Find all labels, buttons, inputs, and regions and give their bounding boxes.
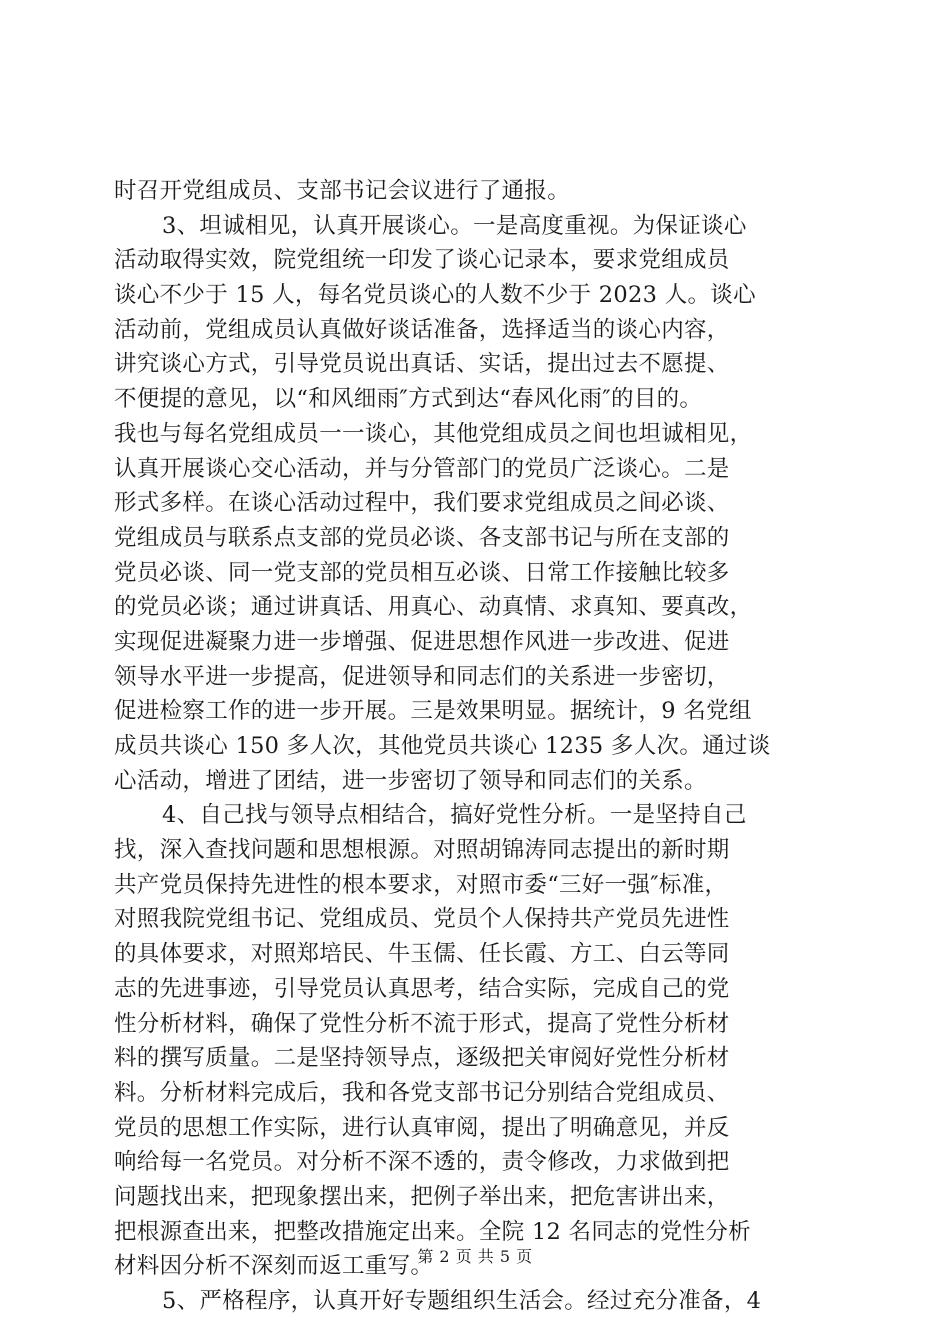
text-line: 活动前，党组成员认真做好谈话准备，选择适当的谈心内容， [114,316,730,343]
text-line: 党员必谈、同一党支部的党员相互必谈、日常工作接触比较多 [114,559,730,586]
text-line: 料的撰写质量。二是坚持领导点，逐级把关审阅好党性分析材 [114,1045,730,1072]
text-line: 活动取得实效，院党组统一印发了谈心记录本，要求党组成员 [114,247,730,274]
text-line: 讲究谈心方式，引导党员说出真话、实话，提出过去不愿提、 [114,351,730,378]
text-line: 5、严格程序，认真开好专题组织生活会。经过充分准备，4 [162,1288,762,1314]
text-line: 形式多样。在谈心活动过程中，我们要求党组成员之间必谈、 [114,490,730,517]
text-line: 我也与每名党组成员一一谈心，其他党组成员之间也坦诚相见， [114,420,753,447]
text-line: 志的先进事迹，引导党员认真思考，结合实际，完成自己的党 [114,975,730,1002]
text-line: 领导水平进一步提高，促进领导和同志们的关系进一步密切， [114,663,730,690]
text-line: 把根源查出来，把整改措施定出来。全院 12 名同志的党性分析 [114,1218,751,1245]
text-line: 的具体要求，对照郑培民、牛玉儒、任长霞、方工、白云等同 [114,941,730,968]
text-line: 3、坦诚相见，认真开展谈心。一是高度重视。为保证谈心 [162,212,747,239]
text-line: 性分析材料，确保了党性分析不流于形式，提高了党性分析材 [114,1010,730,1037]
text-line: 材料因分析不深刻而返工重写。 [114,1253,434,1280]
text-line: 谈心不少于 15 人，每名党员谈心的人数不少于 2023 人。谈心 [114,282,756,309]
text-line: 响给每一名党员。对分析不深不透的，责令修改，力求做到把 [114,1149,730,1176]
document-body [114,174,838,1319]
text-line: 找，深入查找问题和思想根源。对照胡锦涛同志提出的新时期 [114,837,730,864]
text-line: 时召开党组成员、支部书记会议进行了通报。 [114,178,571,204]
text-line: 料。分析材料完成后，我和各党支部书记分别结合党组成员、 [114,1079,730,1106]
text-line: 认真开展谈心交心活动，并与分管部门的党员广泛谈心。二是 [114,455,730,482]
text-line: 党组成员与联系点支部的党员必谈、各支部书记与所在支部的 [114,524,730,551]
text-line: 4、自己找与领导点相结合，搞好党性分析。一是坚持自己 [162,802,747,829]
text-line: 党员的思想工作实际，进行认真审阅，提出了明确意见，并反 [114,1114,730,1141]
text-line: 的党员必谈；通过讲真话、用真心、动真情、求真知、要真改， [114,594,753,621]
text-line: 心活动，增进了团结，进一步密切了领导和同志们的关系。 [114,767,707,794]
text-line: 实现促进凝聚力进一步增强、促进思想作风进一步改进、促进 [114,628,730,655]
text-line: 促进检察工作的进一步开展。三是效果明显。据统计，9 名党组 [114,698,752,725]
text-line: 问题找出来，把现象摆出来，把例子举出来，把危害讲出来， [114,1183,730,1210]
text-line: 不便提的意见，以“和风细雨″方式到达“春风化雨″的目的。 [114,386,703,413]
text-line: 共产党员保持先进性的根本要求，对照市委“三好一强″标准， [114,871,728,898]
text-line: 成员共谈心 150 多人次，其他党员共谈心 1235 多人次。通过谈 [114,733,771,759]
page-footer: 第 2 页 共 5 页 [417,1247,533,1266]
text-line: 对照我院党组书记、党组成员、党员个人保持共产党员先进性 [114,906,730,933]
